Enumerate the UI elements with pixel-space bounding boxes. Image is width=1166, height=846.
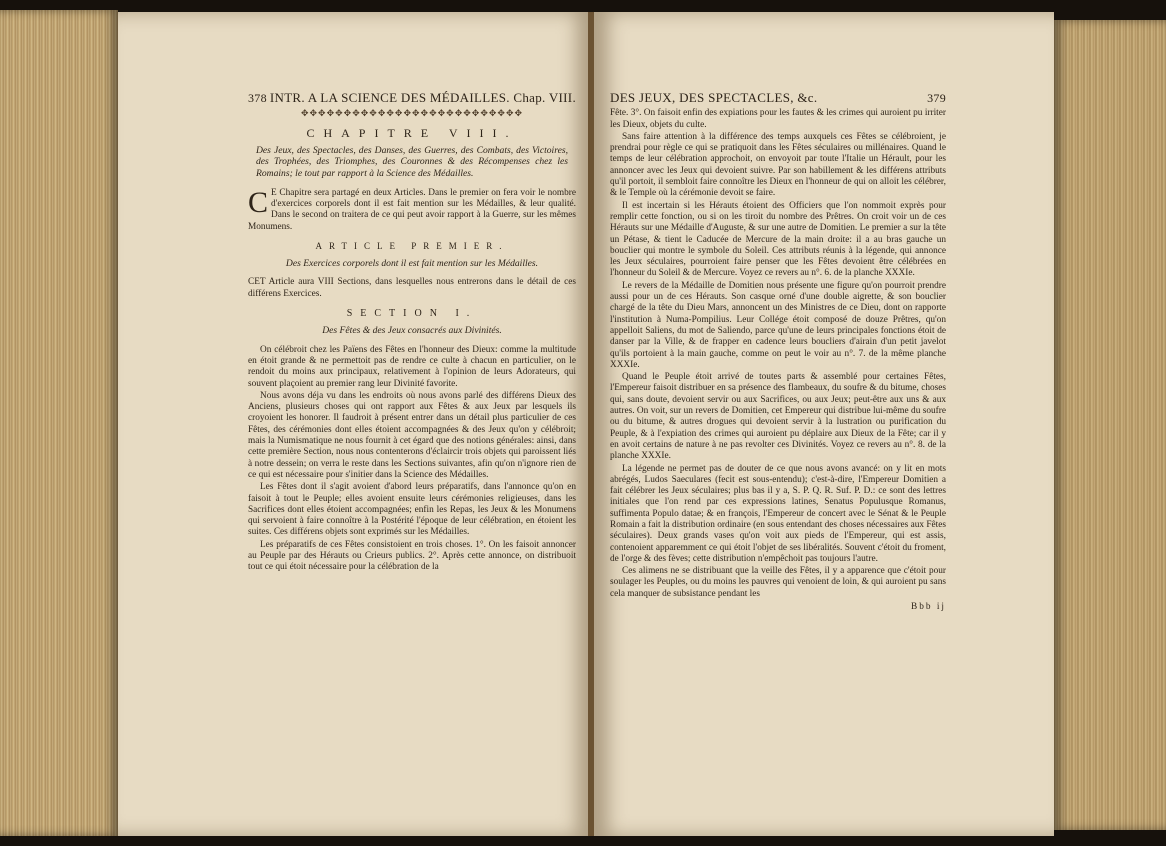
body-paragraph: Le revers de la Médaille de Domitien nous présente une figure qu'on pourroit prendre aussi pour un de ces Hérauts. Son casque orné d'une double aigrette, & son bouclier chargé de la tête du Dieu Mars, annoncent un des Ministres de ce Dieu, dont on rapporte l'institution à Numa-Pompilius. Leur Collége étoit composé de douze Prêtres, qu'on appelloit Saliens, du mot de Saliendo, parce qu'une de leurs principales fonctions étoit de danser par la Ville, & de frapper en cadence leurs boucliers d'airain d'un petit javelot qu'ils portoient à la main gauche, comme on peut le voir au n°. 7. de la même planche XXXIe. — [610, 280, 946, 370]
body-paragraph: Les préparatifs de ces Fêtes consistoient en trois choses. 1°. On les faisoit annoncer au Peuple par des Hérauts ou Crieurs publics. 2°. Après cette annonce, on distribuoit tout ce qui étoit nécessaire pour la célébration de la — [248, 539, 576, 573]
right-running-title: DES JEUX, DES SPECTACLES, &c. — [610, 90, 818, 105]
body-paragraph: La légende ne permet pas de douter de ce que nous avons avancé: on y lit en mots abrégés, Ludos Saeculares (fecit est sous-entendu); c'est-à-dire, l'Empereur Domitien a fait célébrer les Jeux séculaires; plus bas il y a, S. P. Q. R. Suf. P. D.: ce sont des lettres initiales que l'on rend par ces expressions latines, Senatus Populusque Romanus, suffimenta Populo datae; & en françois, l'Empereur de concert avec le Sénat & le Peuple Romain a fait la distribution ordinaire (en sous entendant des choses nécessaires aux Fêtes séculaires). Deux grands vases qu'on voit aux pieds de l'Empereur, qui est assis, contenoient apparemment ce qui étoit l'objet de ses libéralités. Souvent c'étoit du froment, de l'orge & des fèves; cette distribution n'empêchoit pas toujours l'autre. — [610, 463, 946, 564]
body-paragraph: Sans faire attention à la différence des temps auxquels ces Fêtes se célébroient, je prendrai pour règle ce qui se pratiquoit dans les Fêtes séculaires ou millénaires. Quand le temps de leur célébration approchoit, on envoyoit par toute l'Italie un Hérault, pour les annoncer avec les Jeux qui devoient suivre. Par son habillement & les différens attributs qu'il portoit, il sembloit faire connoître les Dieux en l'honneur de qui on alloit les célébrer, & le Temple où la cérémonie devoit se faire. — [610, 131, 946, 199]
article-title: Des Exercices corporels dont il est fait mention sur les Médailles. — [285, 258, 539, 270]
left-running-title: INTR. A LA SCIENCE DES MÉDAILLES. Chap. VIII. — [269, 90, 576, 105]
body-paragraph: Fête. 3°. On faisoit enfin des expiations pour les fautes & les crimes qui auroient pu irriter les Dieux, objets du culte. — [610, 108, 946, 130]
right-page-column — [610, 92, 946, 613]
section-heading: SECTION I. — [346, 308, 478, 320]
book-page-edges-left — [0, 10, 118, 836]
book-page-edges-right — [1054, 20, 1166, 830]
left-page-column — [248, 92, 576, 575]
chapter-title: CHAPITRE VIII. — [306, 125, 518, 140]
left-page — [118, 12, 591, 836]
chapter-subtitle: Des Jeux, des Spectacles, des Danses, des Guerres, des Combats, des Victoires, des Trophées, des Triomphes, des Couronnes & des Récompenses chez les Romains; le tout par rapport à la Science des Médailles. — [256, 144, 568, 180]
left-running-head — [248, 92, 576, 104]
right-running-head — [610, 92, 946, 104]
article-heading: ARTICLE PREMIER. — [315, 240, 509, 251]
body-paragraph: Ces alimens ne se distribuant que la veille des Fêtes, il y a apparence que c'étoit pour soulager les Peuples, ou du moins les pauvres qui venoient de loin, & qui auroient pu sans cela manquer de subsistance pendant les — [610, 566, 946, 599]
body-paragraph: Nous avons déja vu dans les endroits où nous avons parlé des différens Dieux des Anciens, plusieurs choses qui ont rapport aux Fêtes & aux Jeux par lesquels ils croyoient les honorer. Il faudroit à présent entrer dans un détail plus particulier de ces Fêtes, des cérémonies dont elles étoient accompagnées & des Jeux qu'on y célébroit; mais la Numismatique ne nous fournit à cet égard que des notions générales: ainsi, dans cette première Section, nous nous contenterons d'éclaircir trois objets qui paroissent liés à notre dessein; on verra le reste dans les Sections suivantes, afin qu'on n'ignore rien de ce qui est nécessaire pour s'initier dans la Science des Médailles. — [248, 390, 576, 480]
body-paragraph: On célébroit chez les Païens des Fêtes en l'honneur des Dieux: comme la multitude en étoit grande & ne permettoit pas de rendre ce culte à chacun en particulier, on le rendoit du moins aux principaux, relativement à l'opinion de leurs Adorateurs, qui souvent plaçoient au premier rang leur Divinité favorite. — [248, 344, 576, 389]
body-paragraph: Il est incertain si les Hérauts étoient des Officiers que l'on nommoit exprès pour remplir cette fonction, ou si on les tiroit du nombre des Prêtres. On croit voir un de ces Hérauts sur une Médaille d'Auguste, & sur une autre de Domitien. Le premier a sur la tête un Pétase, & tient le Caducée de Mercure de la main droite: il a au bras gauche un bouclier qui montre le symbole du Soleil. Ces attributs réunis à la légende, qui annonce les Jeux séculaires, pourroient faire penser que les Fêtes devoient être célébrées en l'honneur du Soleil & de Mercure. Voyez ce revers au n°. 6. de la planche XXXIe. — [610, 200, 946, 279]
article-paragraph: CET Article aura VIII Sections, dans lesquelles nous entrerons dans le détail de ces différens Exercices. — [248, 277, 576, 299]
body-paragraph: Quand le Peuple étoit arrivé de toutes parts & assemblé pour certaines Fêtes, l'Empereur faisoit distribuer en sa présence des flambeaux, du soufre & du bitume, choses qui, sans doute, devoient servir ou aux Sacrifices, ou aux Jeux; peut-être aux uns & aux autres. On voit, sur un revers de Domitien, cet Empereur qui distribue lui-même du soufre ou du bitume, & autres drogues qui devoient servir à la lustration ou purification du Peuple, & à l'expiation des crimes qui auroient pu déplaire aux Dieux de la Fête; car il y en avoit certains de nature à ne pas revolter ces Divinités. Voyez ce revers au n°. 8. de la planche XXXIe. — [610, 372, 946, 462]
intro-paragraph — [248, 185, 576, 233]
ornament-band: ✥✥✥✥✥✥✥✥✥✥✥✥✥✥✥✥✥✥✥✥✥✥✥✥✥✥ — [300, 108, 524, 119]
intro-text: E Chapitre sera partagé en deux Articles. Dans le premier on fera voir le nombre d'exercices corporels dont il est fait mention sur les Médailles, & leur qualité. Dans le second on traitera de ce qui peut avoir rapport à la Guerre, sur les mêmes Monumens. — [248, 187, 576, 232]
section-title: Des Fêtes & des Jeux consacrés aux Divinités. — [322, 325, 502, 337]
left-page-number: 378 — [248, 91, 267, 105]
drop-cap: C — [248, 185, 269, 219]
body-paragraph: Les Fêtes dont il s'agit avoient d'abord leurs préparatifs, dans l'annonce qu'on en faisoit à tout le Peuple; elles avoient ensuite leurs cérémonies religieuses, dans les Sacrifices dont elles étoient accompagnées; enfin les Repas, les Jeux & les Monumens qui servoient à faire connoître à la Postérité l'époque de leur célébration, en étoient les suites. Ces différens objets sont exprimés sur les Médailles. — [248, 482, 576, 538]
signature-mark: Bbb ij — [911, 602, 946, 613]
right-page-number: 379 — [927, 91, 946, 105]
right-page — [594, 12, 1054, 836]
